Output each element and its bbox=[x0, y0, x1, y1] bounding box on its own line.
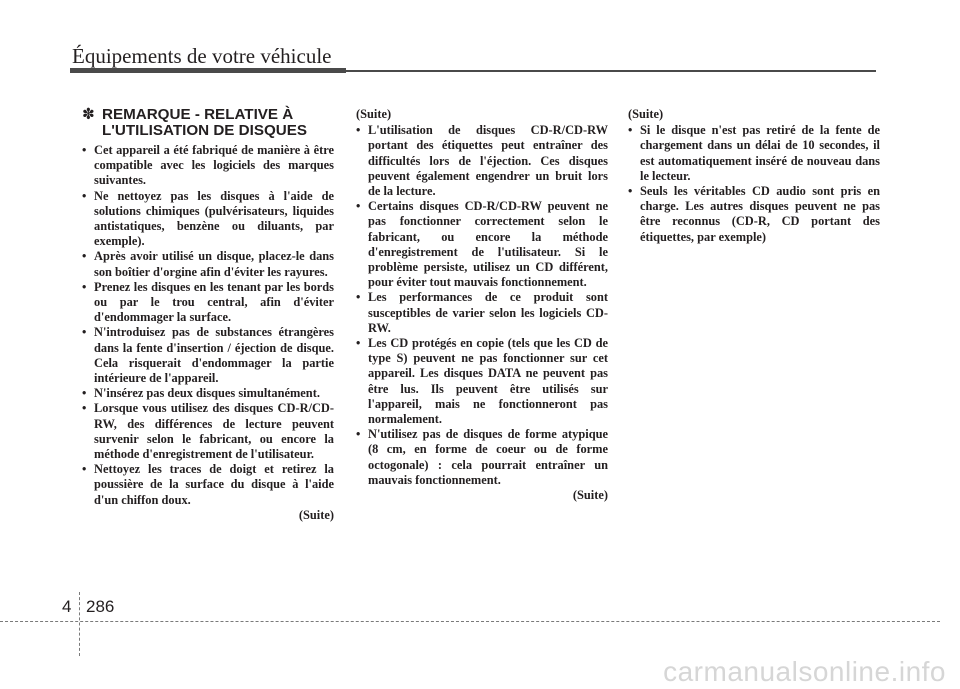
list-item: • Certains disques CD-R/CD-RW peuvent ne pas fonctionner correctement selon le fabricant, ou encore la méthode d'enregistrement de l'utilisateur. Si le problème persiste, utilisez un CD différent, pour éviter tout mauvais fonctionnement. bbox=[356, 199, 608, 290]
column-2 bbox=[356, 107, 608, 503]
footer-dashed-rule bbox=[0, 621, 940, 622]
bullet-icon: • bbox=[82, 386, 87, 401]
remark-heading-line1: REMARQUE - RELATIVE À bbox=[102, 106, 294, 123]
bullet-icon: • bbox=[82, 325, 87, 340]
page-number: 286 bbox=[86, 597, 115, 616]
column-1 bbox=[82, 107, 334, 523]
bullet-icon: • bbox=[356, 123, 361, 138]
list-item: • Les performances de ce produit sont susceptibles de varier selon les logiciels CD-RW. bbox=[356, 290, 608, 335]
footer-dashed-divider bbox=[79, 592, 80, 656]
bullet-icon: • bbox=[82, 279, 87, 294]
page-header-title: Équipements de votre véhicule bbox=[72, 44, 332, 68]
watermark: carmanualsonline.info bbox=[663, 656, 946, 687]
bullet-icon: • bbox=[82, 401, 87, 416]
bullet-icon: • bbox=[82, 188, 87, 203]
list-item: • N'insérez pas deux disques simultanément. bbox=[82, 386, 320, 401]
bullet-icon: • bbox=[82, 143, 87, 157]
list-item: • Cet appareil a été fabriqué de manière à être compatible avec les logiciels des marques suivantes. bbox=[82, 143, 334, 188]
bullet-icon: • bbox=[356, 199, 361, 214]
bullet-icon: • bbox=[82, 249, 87, 264]
continued-label: (Suite) bbox=[298, 507, 334, 522]
list-item: • Seuls les véritables CD audio sont pris en charge. Les autres disques peuvent ne pas être reconnus (CD-R, CD portant des étiquettes, par exemple) bbox=[628, 184, 880, 244]
bullet-list-col2 bbox=[356, 123, 608, 488]
list-item: • N'introduisez pas de substances étrangères dans la fente d'insertion / éjection de disque. Cela risquerait d'endommager la partie intérieure de l'appareil. bbox=[82, 325, 334, 386]
column-3 bbox=[628, 107, 880, 245]
header-rule-thin bbox=[346, 70, 876, 72]
bullet-icon: • bbox=[628, 184, 633, 199]
remark-heading-line2: L'UTILISATION DE DISQUES bbox=[102, 122, 307, 139]
bullet-icon: • bbox=[356, 336, 361, 351]
list-item: • Si le disque n'est pas retiré de la fente de chargement dans un délai de 10 secondes, il est automatiquement inséré de nouveau dans le lecteur. bbox=[628, 123, 880, 183]
header-rule-thick bbox=[70, 68, 346, 73]
list-item: • Après avoir utilisé un disque, placez-le dans son boîtier d'orgine afin d'éviter les rayures. bbox=[82, 249, 334, 279]
continued-top-label: (Suite) bbox=[356, 107, 392, 121]
list-item: • Prenez les disques en les tenant par les bords ou par le trou central, afin d'éviter d'endommager la surface. bbox=[82, 279, 334, 325]
remark-heading bbox=[82, 107, 334, 139]
chapter-number: 4 bbox=[62, 597, 72, 616]
continued-label: (Suite) bbox=[572, 488, 608, 503]
bullet-icon: • bbox=[628, 123, 633, 138]
bullet-icon: • bbox=[82, 462, 87, 477]
bullet-icon: • bbox=[356, 290, 361, 305]
list-item: • Lorsque vous utilisez des disques CD-R/CD-RW, des différences de lecture peuvent survenir selon le fabricant, ou encore la méthode d'enregistrement de l'utilisateur. bbox=[82, 401, 334, 462]
list-item: • Nettoyez les traces de doigt et retirez la poussière de la surface du disque à l'aide d'un chiffon doux. bbox=[82, 462, 334, 507]
asterisk-star-icon: ✽ bbox=[82, 106, 95, 123]
list-item: • Ne nettoyez pas les disques à l'aide de solutions chimiques (pulvérisateurs, liquides antistatiques, benzène ou diluants, par exemple). bbox=[82, 188, 334, 249]
list-item: • Les CD protégés en copie (tels que les CD de type S) peuvent ne pas fonctionner sur cet appareil. Les disques DATA ne peuvent pas être lus. Ils peuvent être utilisés sur l'appareil, mais ne fonctionneront pas normalement. bbox=[356, 336, 608, 427]
continued-top-label: (Suite) bbox=[628, 107, 664, 121]
bullet-list-col3 bbox=[628, 123, 880, 245]
bullet-list-col1 bbox=[82, 143, 334, 508]
list-item: • N'utilisez pas de disques de forme atypique (8 cm, en forme de coeur ou de forme octogonale) : cela pourrait entraîner un mauvais fonctionnement. bbox=[356, 427, 608, 487]
list-item: • L'utilisation de disques CD-R/CD-RW portant des étiquettes peut entraîner des difficultés lors de l'éjection. Ces disques peuvent également engendrer un bruit lors de la lecture. bbox=[356, 123, 608, 199]
bullet-icon: • bbox=[356, 427, 361, 442]
